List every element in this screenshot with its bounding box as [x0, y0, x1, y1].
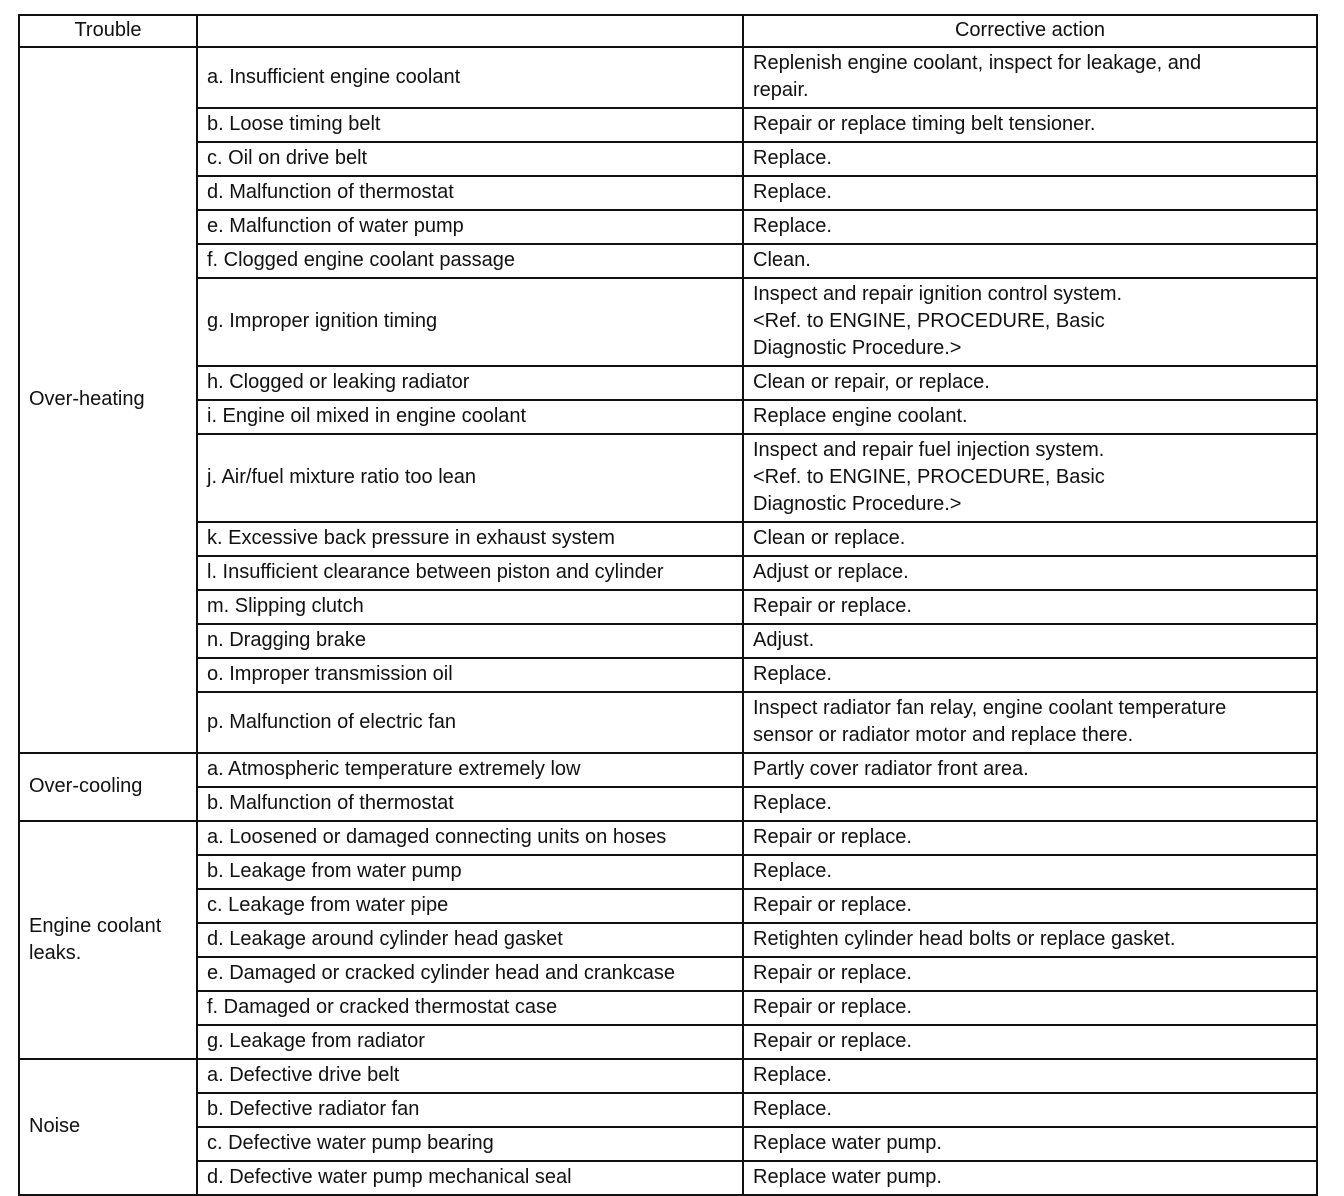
corrective-action-cell	[743, 47, 1317, 108]
possible-cause-cell: c. Leakage from water pipe	[197, 889, 743, 923]
corrective-action-line: Retighten cylinder head bolts or replace gasket.	[753, 928, 1176, 950]
table-row	[19, 787, 1317, 821]
trouble-cell	[19, 47, 197, 753]
corrective-action-line: Repair or replace.	[753, 962, 912, 984]
corrective-action-cell	[743, 400, 1317, 434]
corrective-action-line: Repair or replace.	[753, 826, 912, 848]
table-row	[19, 400, 1317, 434]
corrective-action-line: Replace water pump.	[753, 1166, 942, 1188]
trouble-label: Over-cooling	[29, 775, 143, 797]
corrective-action-line: Adjust.	[753, 629, 815, 651]
table-row	[19, 821, 1317, 855]
table-row	[19, 210, 1317, 244]
corrective-action-cell	[743, 210, 1317, 244]
corrective-action-cell	[743, 590, 1317, 624]
trouble-cell	[19, 1059, 197, 1195]
table-row	[19, 142, 1317, 176]
possible-cause-cell: f. Damaged or cracked thermostat case	[197, 991, 743, 1025]
possible-cause-cell: c. Defective water pump bearing	[197, 1127, 743, 1161]
possible-cause-cell: g. Improper ignition timing	[197, 278, 743, 366]
table-row	[19, 434, 1317, 522]
corrective-action-cell	[743, 1093, 1317, 1127]
corrective-action-cell	[743, 1025, 1317, 1059]
corrective-action-line: Inspect and repair ignition control system.	[753, 283, 1123, 305]
possible-cause-cell: b. Defective radiator fan	[197, 1093, 743, 1127]
corrective-action-line: Replace.	[753, 1098, 832, 1120]
table-row	[19, 590, 1317, 624]
possible-cause-cell: p. Malfunction of electric fan	[197, 692, 743, 753]
possible-cause-cell: b. Malfunction of thermostat	[197, 787, 743, 821]
corrective-action-cell	[743, 753, 1317, 787]
table-row	[19, 991, 1317, 1025]
header-trouble: Trouble	[19, 15, 197, 47]
table-row	[19, 692, 1317, 753]
corrective-action-cell	[743, 244, 1317, 278]
corrective-action-line: Replace.	[753, 215, 832, 237]
corrective-action-cell	[743, 855, 1317, 889]
table-row	[19, 923, 1317, 957]
trouble-label: Engine coolant	[29, 914, 162, 937]
header-possible-cause	[197, 15, 743, 47]
possible-cause-cell: c. Oil on drive belt	[197, 142, 743, 176]
corrective-action-line: Repair or replace.	[753, 996, 912, 1018]
table-row	[19, 1093, 1317, 1127]
possible-cause-cell: j. Air/fuel mixture ratio too lean	[197, 434, 743, 522]
table-body	[19, 47, 1317, 1195]
corrective-action-line: sensor or radiator motor and replace there.	[753, 724, 1134, 746]
trouble-label: Noise	[29, 1115, 81, 1137]
table-row	[19, 889, 1317, 923]
corrective-action-cell	[743, 624, 1317, 658]
corrective-action-cell	[743, 278, 1317, 366]
table-row	[19, 624, 1317, 658]
corrective-action-cell	[743, 176, 1317, 210]
corrective-action-cell	[743, 522, 1317, 556]
possible-cause-cell: a. Atmospheric temperature extremely low	[197, 753, 743, 787]
corrective-action-line: Repair or replace timing belt tensioner.	[753, 113, 1096, 135]
corrective-action-cell	[743, 658, 1317, 692]
possible-cause-cell: a. Loosened or damaged connecting units on hoses	[197, 821, 743, 855]
corrective-action-line: repair.	[753, 79, 809, 101]
table-row	[19, 176, 1317, 210]
corrective-action-line: Replace.	[753, 792, 832, 814]
possible-cause-cell: d. Defective water pump mechanical seal	[197, 1161, 743, 1195]
corrective-action-line: <Ref. to ENGINE, PROCEDURE, Basic	[753, 310, 1105, 332]
trouble-cell	[19, 821, 197, 1059]
table-row	[19, 658, 1317, 692]
corrective-action-line: Replace.	[753, 147, 832, 169]
corrective-action-cell	[743, 692, 1317, 753]
table-row	[19, 47, 1317, 108]
corrective-action-line: Replace water pump.	[753, 1132, 942, 1154]
table-row	[19, 753, 1317, 787]
corrective-action-cell	[743, 556, 1317, 590]
corrective-action-line: Replace.	[753, 663, 832, 685]
possible-cause-cell: f. Clogged engine coolant passage	[197, 244, 743, 278]
corrective-action-line: Inspect radiator fan relay, engine coolant temperature	[753, 697, 1227, 719]
corrective-action-cell	[743, 1127, 1317, 1161]
possible-cause-cell: b. Loose timing belt	[197, 108, 743, 142]
possible-cause-cell: d. Malfunction of thermostat	[197, 176, 743, 210]
trouble-label: leaks.	[29, 941, 82, 964]
header-row	[19, 15, 1317, 47]
corrective-action-line: Diagnostic Procedure.>	[753, 337, 962, 359]
troubleshooting-table	[18, 14, 1318, 1196]
possible-cause-cell: h. Clogged or leaking radiator	[197, 366, 743, 400]
corrective-action-cell	[743, 957, 1317, 991]
possible-cause-cell: l. Insufficient clearance between piston and cylinder	[197, 556, 743, 590]
corrective-action-cell	[743, 108, 1317, 142]
corrective-action-line: Clean.	[753, 249, 811, 271]
table-row	[19, 1127, 1317, 1161]
corrective-action-line: Inspect and repair fuel injection system.	[753, 439, 1105, 461]
table-row	[19, 1025, 1317, 1059]
table-row	[19, 1161, 1317, 1195]
corrective-action-line: Replace engine coolant.	[753, 405, 968, 427]
corrective-action-cell	[743, 889, 1317, 923]
possible-cause-cell: i. Engine oil mixed in engine coolant	[197, 400, 743, 434]
corrective-action-line: Replace.	[753, 1064, 832, 1086]
corrective-action-cell	[743, 991, 1317, 1025]
possible-cause-cell: e. Damaged or cracked cylinder head and crankcase	[197, 957, 743, 991]
possible-cause-cell: e. Malfunction of water pump	[197, 210, 743, 244]
table-row	[19, 522, 1317, 556]
corrective-action-cell	[743, 434, 1317, 522]
table-row	[19, 957, 1317, 991]
corrective-action-cell	[743, 366, 1317, 400]
possible-cause-cell: o. Improper transmission oil	[197, 658, 743, 692]
corrective-action-line: Adjust or replace.	[753, 561, 909, 583]
corrective-action-cell	[743, 1161, 1317, 1195]
corrective-action-cell	[743, 821, 1317, 855]
corrective-action-cell	[743, 142, 1317, 176]
table-row	[19, 855, 1317, 889]
table-row	[19, 108, 1317, 142]
possible-cause-cell: b. Leakage from water pump	[197, 855, 743, 889]
corrective-action-line: Replace.	[753, 860, 832, 882]
possible-cause-cell: k. Excessive back pressure in exhaust system	[197, 522, 743, 556]
possible-cause-cell: g. Leakage from radiator	[197, 1025, 743, 1059]
possible-cause-cell: n. Dragging brake	[197, 624, 743, 658]
corrective-action-line: Replace.	[753, 181, 832, 203]
corrective-action-line: Clean or replace.	[753, 527, 906, 549]
corrective-action-cell	[743, 1059, 1317, 1093]
trouble-label: Over-heating	[29, 388, 145, 410]
table-row	[19, 1059, 1317, 1093]
possible-cause-cell: m. Slipping clutch	[197, 590, 743, 624]
table-row	[19, 556, 1317, 590]
table-row	[19, 278, 1317, 366]
header-corrective-action: Corrective action	[743, 15, 1317, 47]
corrective-action-line: Repair or replace.	[753, 1030, 912, 1052]
corrective-action-line: Replenish engine coolant, inspect for leakage, and	[753, 52, 1202, 74]
corrective-action-line: Partly cover radiator front area.	[753, 758, 1029, 780]
corrective-action-line: Repair or replace.	[753, 894, 912, 916]
corrective-action-cell	[743, 923, 1317, 957]
table-row	[19, 244, 1317, 278]
possible-cause-cell: d. Leakage around cylinder head gasket	[197, 923, 743, 957]
corrective-action-cell	[743, 787, 1317, 821]
corrective-action-line: Repair or replace.	[753, 595, 912, 617]
possible-cause-cell: a. Insufficient engine coolant	[197, 47, 743, 108]
table-row	[19, 366, 1317, 400]
corrective-action-line: Diagnostic Procedure.>	[753, 493, 962, 515]
corrective-action-line: <Ref. to ENGINE, PROCEDURE, Basic	[753, 466, 1105, 488]
possible-cause-cell: a. Defective drive belt	[197, 1059, 743, 1093]
corrective-action-line: Clean or repair, or replace.	[753, 371, 990, 393]
trouble-cell	[19, 753, 197, 821]
